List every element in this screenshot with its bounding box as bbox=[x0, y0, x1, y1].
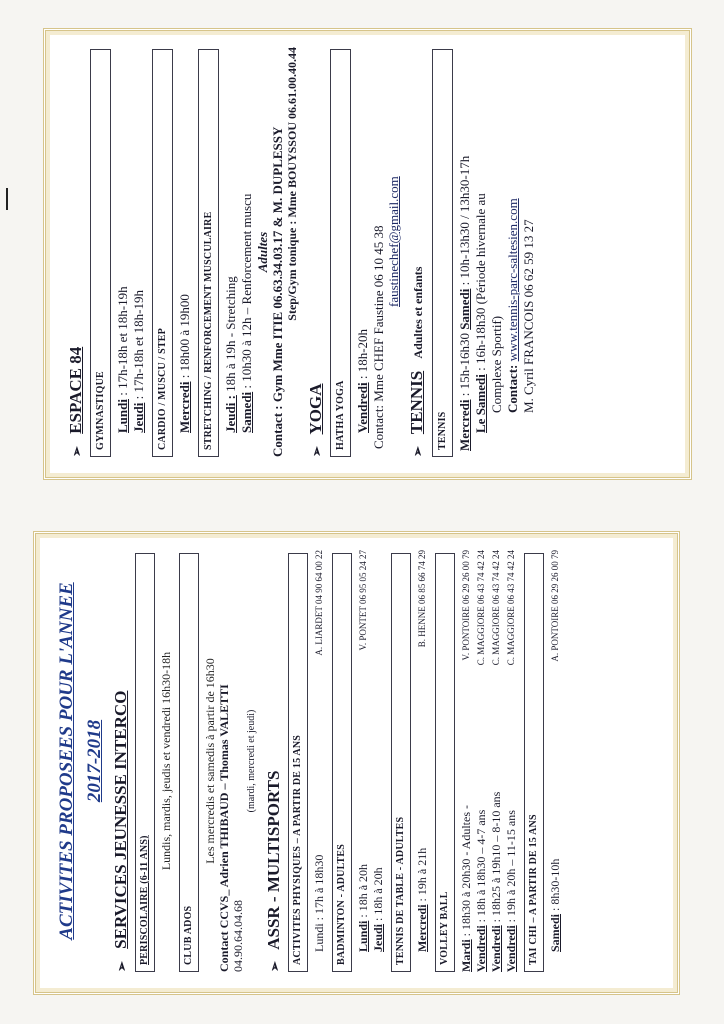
arrow-bullet-icon: ➢ bbox=[410, 446, 425, 457]
gym-box: GYMNASTIQUE bbox=[90, 49, 111, 457]
tai-chi-box: TAI CHI – A PARTIR DE 15 ANS bbox=[524, 553, 544, 972]
schedule-row: Vendredi : 18h à 18h30 – 4-7 ans C. MAGGIORE 06 43 74 42 24 bbox=[474, 550, 488, 972]
cardio-box: CARDIO / MUSCU / STEP bbox=[152, 49, 173, 457]
badminton-box: BADMINTON - ADULTES bbox=[332, 553, 352, 972]
arrow-bullet-icon: ➢ bbox=[267, 961, 282, 972]
schedule-row: Lundi : 18h à 20h V. PONTET 06 95 05 24 27 bbox=[356, 550, 370, 952]
arrow-bullet-icon: ➢ bbox=[309, 446, 324, 457]
binder-mark bbox=[6, 188, 8, 210]
brochure-panel-activites bbox=[33, 531, 680, 995]
schedule-row: Samedi : 8h30-10h A. PONTOIRE 06 29 26 00 79 bbox=[548, 550, 562, 952]
stretching-box: STRETCHING / RENFORCEMENT MUSCULAIRE bbox=[198, 49, 219, 457]
schedule-row: Mardi : 18h30 à 20h30 - Adultes - V. PONTOIRE 06 29 26 00 79 bbox=[459, 550, 473, 972]
schedule-row: Mercredi : 19h à 21h B. HENNE 06 85 66 74 29 bbox=[415, 550, 429, 952]
schedule-row: Jeudi : 18h à 20h bbox=[371, 867, 385, 952]
page-title: ACTIVITES PROPOSEES POUR L'ANNEE bbox=[56, 582, 77, 940]
page-year: 2017-2018 bbox=[84, 719, 105, 803]
brochure-panel-espace84 bbox=[43, 28, 692, 480]
schedule-row: Lundi : 17h à 18h30 A. LIARDET 04 90 64 00 22 bbox=[312, 550, 326, 952]
arrow-bullet-icon: ➢ bbox=[114, 961, 129, 972]
section-assr: ➢ ASSR - MULTISPORTS bbox=[264, 770, 283, 972]
gym-contact: Contact : Gym Mme ITIE 06.63.34.03.17 & M. DUPLESSY bbox=[270, 126, 285, 457]
gym-line: Jeudi : 17h-18h et 18h-19h bbox=[131, 290, 146, 433]
section-yoga: ➢ YOGA bbox=[306, 383, 325, 457]
cardio-line: Mercredi : 18h00 à 19h00 bbox=[177, 294, 192, 433]
club-ados-text: Les mercredis et samedis à partir de 16h30 bbox=[203, 658, 217, 864]
club-ados-box: CLUB ADOS bbox=[179, 553, 199, 972]
activites-physiques-box: ACTIVITES PHYSIQUES – A PARTIR DE 15 ANS bbox=[288, 553, 308, 972]
adultes-label: Adultes bbox=[255, 231, 270, 273]
club-ados-contact: Contact CCVS_ Adrien THIBAUD – Thomas VALETTI bbox=[217, 684, 231, 972]
yoga-email-link[interactable]: faustinechef@gmail.com bbox=[386, 176, 401, 307]
yoga-line: Vendredi : 18h-20h bbox=[355, 328, 370, 433]
tennis-url-link[interactable]: www.tennis-parc-saltesien.com bbox=[505, 198, 520, 362]
club-ados-note: (mardi, mercredi et jeudi) bbox=[246, 709, 257, 813]
step-contact: Step/Gym tonique : Mme BOUYSSOU 06.61.00.40.44 bbox=[285, 47, 299, 321]
periscolaire-box: PERISCOLAIRE (6-11 ANS) bbox=[135, 553, 155, 972]
schedule-row: Vendredi : 18h25 à 19h10 – 8-10 ans C. MAGGIORE 06 43 74 42 24 bbox=[489, 550, 503, 972]
tennis-line: Complexe Sportif) bbox=[489, 315, 504, 413]
tennis-contact: Contact: www.tennis-parc-saltesien.com bbox=[505, 198, 520, 413]
tennis-line: Mercredi : 15h-16h30 Samedi : 10h-13h30 / 13h30-17h bbox=[457, 155, 472, 451]
section-services-jeunesse: ➢ SERVICES JEUNESSE INTERCO bbox=[111, 690, 130, 972]
gym-line: Lundi : 17h-18h et 18h-19h bbox=[115, 286, 130, 433]
section-espace84: ➢ ESPACE 84 bbox=[66, 346, 85, 457]
yoga-contact: Contact: Mme CHEF Faustine 06 10 45 38 bbox=[371, 225, 386, 449]
tennis-de-table-box: TENNIS DE TABLE - ADULTES bbox=[391, 553, 411, 972]
arrow-bullet-icon: ➢ bbox=[69, 446, 84, 457]
hatha-yoga-box: HATHA YOGA bbox=[330, 49, 351, 457]
stretching-line: Samedi : 10h30 à 12h – Renforcement muscu bbox=[239, 193, 254, 433]
volley-ball-box: VOLLEY BALL bbox=[435, 553, 455, 972]
tennis-line: Le Samedi : 16h-18h30 (Période hivernale au bbox=[473, 193, 488, 433]
section-tennis: ➢ TENNIS Adultes et enfants bbox=[407, 266, 426, 457]
tennis-box: TENNIS bbox=[432, 49, 453, 457]
stretching-line: Jeudi : 18h à 19h - Stretching bbox=[223, 276, 238, 433]
club-ados-phone: 04.90.64.04.68 bbox=[231, 900, 245, 972]
tennis-contact-phone: M. Cyril FRANCOIS 06 62 59 13 27 bbox=[521, 219, 536, 413]
schedule-row: Vendredi : 19h à 20h – 11-15 ans C. MAGGIORE 06 43 74 42 24 bbox=[504, 550, 518, 972]
periscolaire-text: Lundis, mardis, jeudis et vendredi 16h30-18h bbox=[159, 651, 173, 871]
